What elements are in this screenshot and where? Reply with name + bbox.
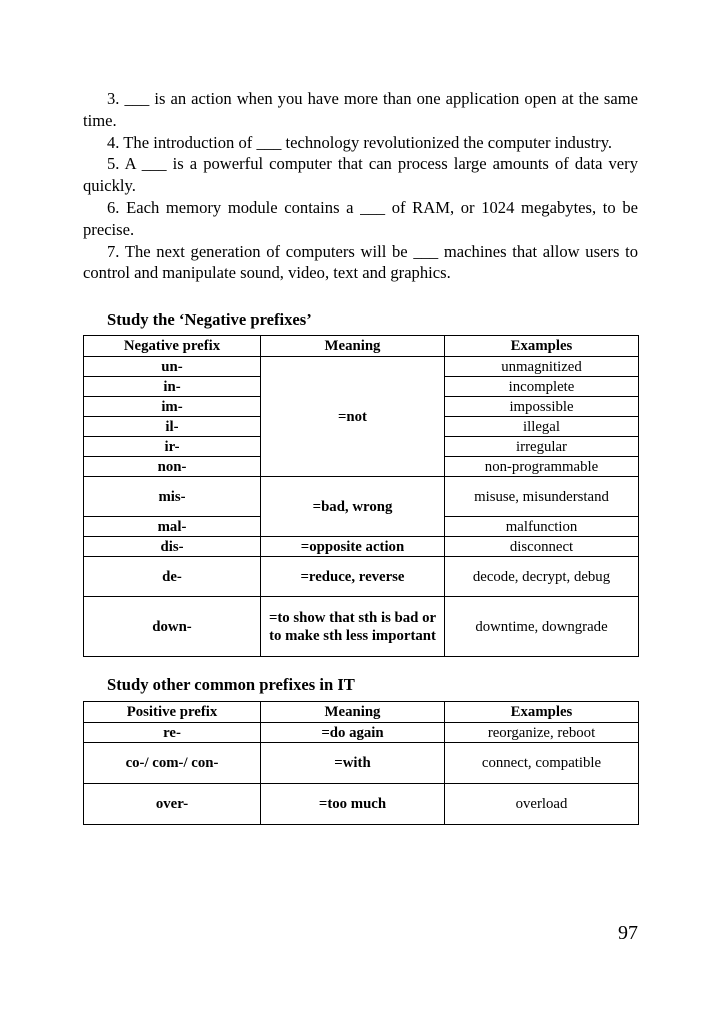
exercise-item: 7. The next generation of computers will be ___ machines that allow users to control and manipulate sound, video, text and graphics. — [83, 241, 638, 283]
example-cell: incomplete — [445, 377, 639, 397]
meaning-cell: =reduce, reverse — [261, 557, 445, 597]
example-cell: decode, decrypt, debug — [445, 557, 639, 597]
meaning-cell: =too much — [261, 784, 445, 825]
prefix-cell: mal- — [84, 517, 261, 537]
meaning-cell: =to show that sth is bad or to make sth less important — [261, 597, 445, 657]
page-number: 97 — [618, 922, 638, 944]
prefix-cell: un- — [84, 357, 261, 377]
example-cell: downtime, downgrade — [445, 597, 639, 657]
prefix-cell: mis- — [84, 477, 261, 517]
example-cell: disconnect — [445, 537, 639, 557]
table-row — [84, 557, 639, 597]
page-content — [83, 88, 638, 825]
common-prefixes-heading: Study other common prefixes in IT — [107, 675, 355, 695]
table-row — [84, 723, 639, 743]
example-cell: non-programmable — [445, 457, 639, 477]
example-cell: unmagnitized — [445, 357, 639, 377]
negative-prefixes-table — [83, 335, 639, 657]
example-cell: overload — [445, 784, 639, 825]
exercise-item: 6. Each memory module contains a ___ of RAM, or 1024 megabytes, to be precise. — [83, 197, 638, 239]
negative-prefixes-heading: Study the ‘Negative prefixes’ — [107, 310, 312, 330]
example-cell: impossible — [445, 397, 639, 417]
table-header-row — [84, 702, 639, 723]
prefix-cell: in- — [84, 377, 261, 397]
column-header: Examples — [445, 336, 639, 357]
exercise-list — [83, 88, 638, 284]
prefix-cell: down- — [84, 597, 261, 657]
example-cell: illegal — [445, 417, 639, 437]
prefix-cell: ir- — [84, 437, 261, 457]
meaning-cell: =do again — [261, 723, 445, 743]
example-cell: connect, compatible — [445, 743, 639, 784]
exercise-item: 5. A ___ is a powerful computer that can process large amounts of data very quickly. — [83, 154, 638, 196]
column-header: Meaning — [261, 336, 445, 357]
table-row — [84, 357, 639, 377]
prefix-cell: co-/ com-/ con- — [84, 743, 261, 784]
prefix-cell: de- — [84, 557, 261, 597]
exercise-item: 3. ___ is an action when you have more than one application open at the same time. — [83, 89, 638, 130]
column-header: Positive prefix — [84, 702, 261, 723]
exercise-item: 4. The introduction of ___ technology revolutionized the computer industry. — [107, 132, 613, 152]
example-cell: reorganize, reboot — [445, 723, 639, 743]
table-row — [84, 597, 639, 657]
meaning-cell: =not — [261, 357, 445, 477]
prefix-cell: dis- — [84, 537, 261, 557]
example-cell: misuse, misunderstand — [445, 477, 639, 517]
table-row — [84, 477, 639, 517]
table-row — [84, 784, 639, 825]
column-header: Examples — [445, 702, 639, 723]
table-row — [84, 743, 639, 784]
prefix-cell: il- — [84, 417, 261, 437]
column-header: Meaning — [261, 702, 445, 723]
meaning-cell: =opposite action — [261, 537, 445, 557]
meaning-cell: =with — [261, 743, 445, 784]
meaning-cell: =bad, wrong — [261, 477, 445, 537]
example-cell: malfunction — [445, 517, 639, 537]
example-cell: irregular — [445, 437, 639, 457]
table-row — [84, 537, 639, 557]
prefix-cell: im- — [84, 397, 261, 417]
prefix-cell: non- — [84, 457, 261, 477]
column-header: Negative prefix — [84, 336, 261, 357]
common-prefixes-table — [83, 701, 639, 825]
prefix-cell: over- — [84, 784, 261, 825]
table-header-row — [84, 336, 639, 357]
prefix-cell: re- — [84, 723, 261, 743]
